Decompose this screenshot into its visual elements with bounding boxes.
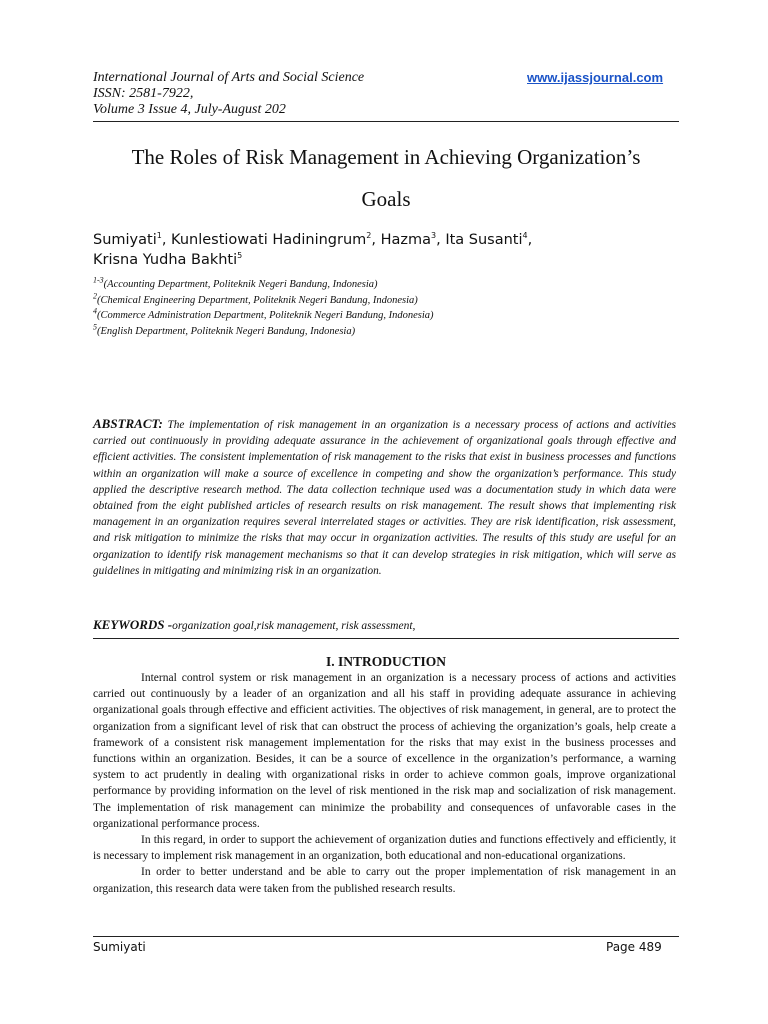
paper-title	[93, 136, 679, 220]
author-affiliation-mark: 5	[237, 251, 243, 261]
journal-url-link[interactable]: www.ijassjournal.com	[527, 70, 664, 85]
author-list	[93, 230, 683, 270]
paragraph: In this regard, in order to support the achievement of organization duties and functions effectively and efficiently, it is necessary to implement risk management in an organization, both educational and non-educational organizations.	[93, 834, 676, 863]
affiliation-mark: 4	[93, 306, 97, 316]
affiliation-list	[93, 277, 434, 339]
header-divider	[93, 121, 679, 122]
author-name: , Kunlestiowati Hadiningrum	[161, 232, 367, 248]
affiliation-mark: 5	[93, 322, 97, 331]
footer-divider	[93, 936, 679, 937]
paragraph: In order to better understand and be able to carry out the proper implementation of risk management in an organization, this research data were taken from the published research results.	[93, 866, 676, 895]
author-name: , Hazma	[371, 232, 432, 248]
page-number: Page 489	[606, 940, 662, 954]
abstract	[93, 416, 676, 579]
paragraph: Internal control system or risk management in an organization is a necessary process of actions and activities carried out continuously by a leader of an organization and all his staff in providing adequate assurance in achieving organizational goals through effective and efficient activities. The objectives of risk management, in general, are to protect the organization from a significant level of risk that can obstruct the process of achieving the organization’s goals, help create a framework of a consistent risk management implementation for the risks that may exist in the business processes and functions within an organization. Besides, it can be a source of excellence in the organization’s performance, a warning system to act prudently in dealing with organizational risks in order to achieve common goals, improve organizational performance by providing information on the level of risk mentioned in the risk map and socialization of risk management. The implementation of risk management can minimize the probability and consequences of unfavorable cases in the organizational performance process.	[93, 672, 676, 830]
paper-title-line-1: The Roles of Risk Management in Achieving Organization’s	[131, 145, 641, 169]
abstract-text: The implementation of risk management in an organization is a necessary process of actions and activities carried out continuously in providing adequate assurance in the achievement of organizational goals through effective and efficient activities. The consistent implementation of risk management to the risks that exist in business processes and functions within an organization will make a source of excellence in competing and show the organization’s performance. This study applied the descriptive research method. The data collection technique used was a documentation study in which data were obtained from the eight published articles of research results on risk management. The result shows that implementing risk management in an organization requires several interrelated stages or activities. They are risk identification, risk assessment, and risk mitigation to minimize the risks that may occur in organization activities. The results of this study are useful for an organization to identify risk management mechanisms so that it can develop strategies in risk mitigation, which will serve as guidelines in mitigating and minimizing risk in an organization.	[93, 419, 676, 577]
affiliation-mark: 2	[93, 291, 97, 300]
affiliation-mark: 1-3	[93, 275, 104, 285]
journal-header	[93, 70, 364, 118]
keywords-value: organization goal,risk management, risk assessment,	[172, 620, 416, 632]
footer-author: Sumiyati	[93, 940, 146, 954]
affiliation-item	[93, 293, 434, 309]
affiliation-item	[93, 324, 434, 340]
author-name: Sumiyati	[93, 232, 157, 248]
author-affiliation-mark: 2	[366, 231, 372, 241]
affiliation-item	[93, 277, 434, 293]
author-separator: ,	[527, 232, 533, 248]
section-heading-introduction: I. INTRODUCTION	[325, 654, 447, 669]
affiliation-text: (English Department, Politeknik Negeri Bandung, Indonesia)	[97, 325, 356, 337]
abstract-label: ABSTRACT:	[93, 416, 163, 431]
affiliation-item	[93, 308, 434, 324]
keywords-divider	[93, 638, 679, 639]
affiliation-text: (Chemical Engineering Department, Politeknik Negeri Bandung, Indonesia)	[97, 294, 418, 306]
affiliation-text: (Commerce Administration Department, Politeknik Negeri Bandung, Indonesia)	[97, 310, 434, 321]
author-affiliation-mark: 1	[156, 231, 162, 241]
author-affiliation-mark: 3	[431, 231, 437, 241]
author-name: , Ita Susanti	[436, 232, 523, 248]
journal-name: International Journal of Arts and Social Science	[93, 70, 365, 85]
keywords	[93, 617, 415, 633]
affiliation-text: (Accounting Department, Politeknik Negeri Bandung, Indonesia)	[103, 279, 378, 290]
keywords-label: KEYWORDS -	[93, 617, 173, 632]
author-affiliation-mark: 4	[522, 231, 528, 241]
author-name: Krisna Yudha Bakhti	[93, 252, 238, 268]
introduction-body	[93, 670, 676, 897]
journal-volume: Volume 3 Issue 4, July-August 202	[93, 102, 286, 117]
journal-issn: ISSN: 2581-7922,	[93, 86, 194, 101]
paper-title-line-2: Goals	[361, 187, 411, 211]
